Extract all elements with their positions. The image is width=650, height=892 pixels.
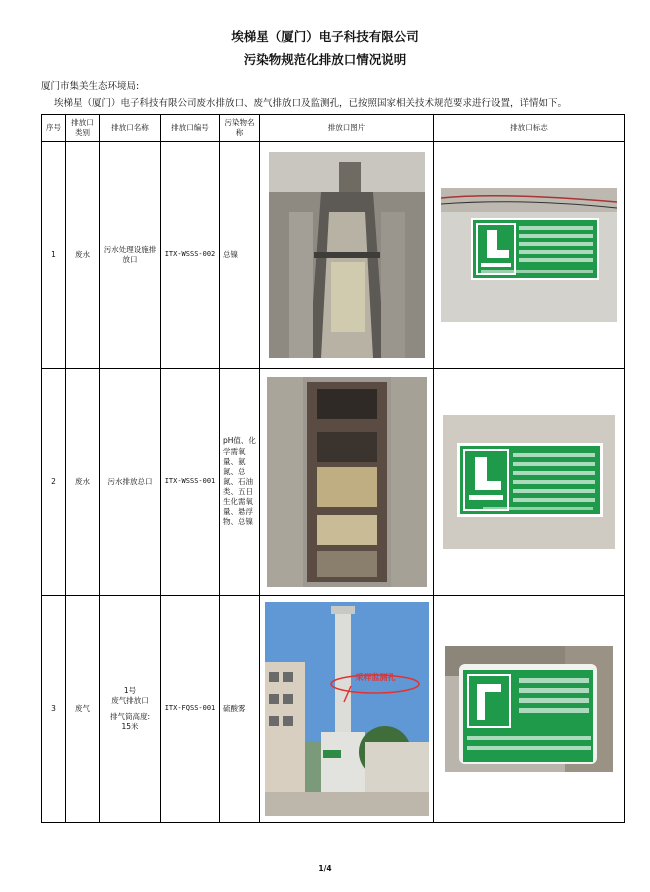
row-category: 废水 [66, 369, 100, 596]
row-no: 2 [42, 369, 66, 596]
row-name: 污水处理设施排放口 [100, 142, 161, 369]
row-pollutant: 硫酸雾 [220, 596, 260, 823]
row-sign [434, 369, 625, 596]
page-number: 1/4 [318, 864, 332, 873]
row-code: ITX-WSSS-001 [161, 369, 220, 596]
table-row [42, 596, 625, 823]
row-code: ITX-WSSS-002 [161, 142, 220, 369]
header-category: 排放口类别 [66, 115, 100, 142]
outlet-sign-photo [441, 188, 617, 322]
intro-paragraph: 埃梯星（厦门）电子科技有限公司废水排放口、废气排放口及监测孔，已按照国家相关技术规范要求进行设置，详情如下。 [54, 98, 568, 109]
table-header-row [42, 115, 625, 142]
row-no: 3 [42, 596, 66, 823]
row-category: 废气 [66, 596, 100, 823]
row-name [100, 596, 161, 823]
header-no: 序号 [42, 115, 66, 142]
header-sign: 排放口标志 [434, 115, 625, 142]
company-name: 埃梯星（厦门）电子科技有限公司 [231, 29, 419, 44]
outlet-sign-photo [443, 415, 615, 549]
header-pollutant: 污染物名称 [220, 115, 260, 142]
outlet-table [41, 114, 625, 823]
row-name-line: 排气筒高度: [109, 712, 151, 721]
row-name-line: 15米 [121, 722, 139, 732]
row-name-line: 1号 [123, 685, 137, 695]
sampling-hole-label: 采样监测孔 [355, 673, 396, 682]
header-name: 排放口名称 [100, 115, 161, 142]
document-title: 污染物规范化排放口情况说明 [243, 52, 407, 67]
header-photo: 排放口图片 [260, 115, 434, 142]
header-code: 排放口编号 [161, 115, 220, 142]
outlet-photo [265, 602, 429, 816]
outlet-sign-photo [445, 646, 613, 772]
row-sign [434, 596, 625, 823]
row-category: 废水 [66, 142, 100, 369]
table-row [42, 142, 625, 369]
row-name-line: 废气排放口 [111, 695, 149, 705]
row-pollutant: pH值、化学需氧量、氨氮、总氮、石油类、五日生化需氧量、悬浮物、总镍 [220, 369, 260, 596]
row-code: ITX-FQSS-001 [161, 596, 220, 823]
row-name: 污水排放总口 [100, 369, 161, 596]
row-photo [260, 596, 434, 823]
row-pollutant: 总镍 [220, 142, 260, 369]
row-sign [434, 142, 625, 369]
table-row [42, 369, 625, 596]
row-photo [260, 369, 434, 596]
row-photo [260, 142, 434, 369]
row-no: 1 [42, 142, 66, 369]
outlet-photo [267, 377, 427, 587]
outlet-photo [269, 152, 425, 358]
addressee: 厦门市集美生态环境局: [41, 81, 140, 92]
